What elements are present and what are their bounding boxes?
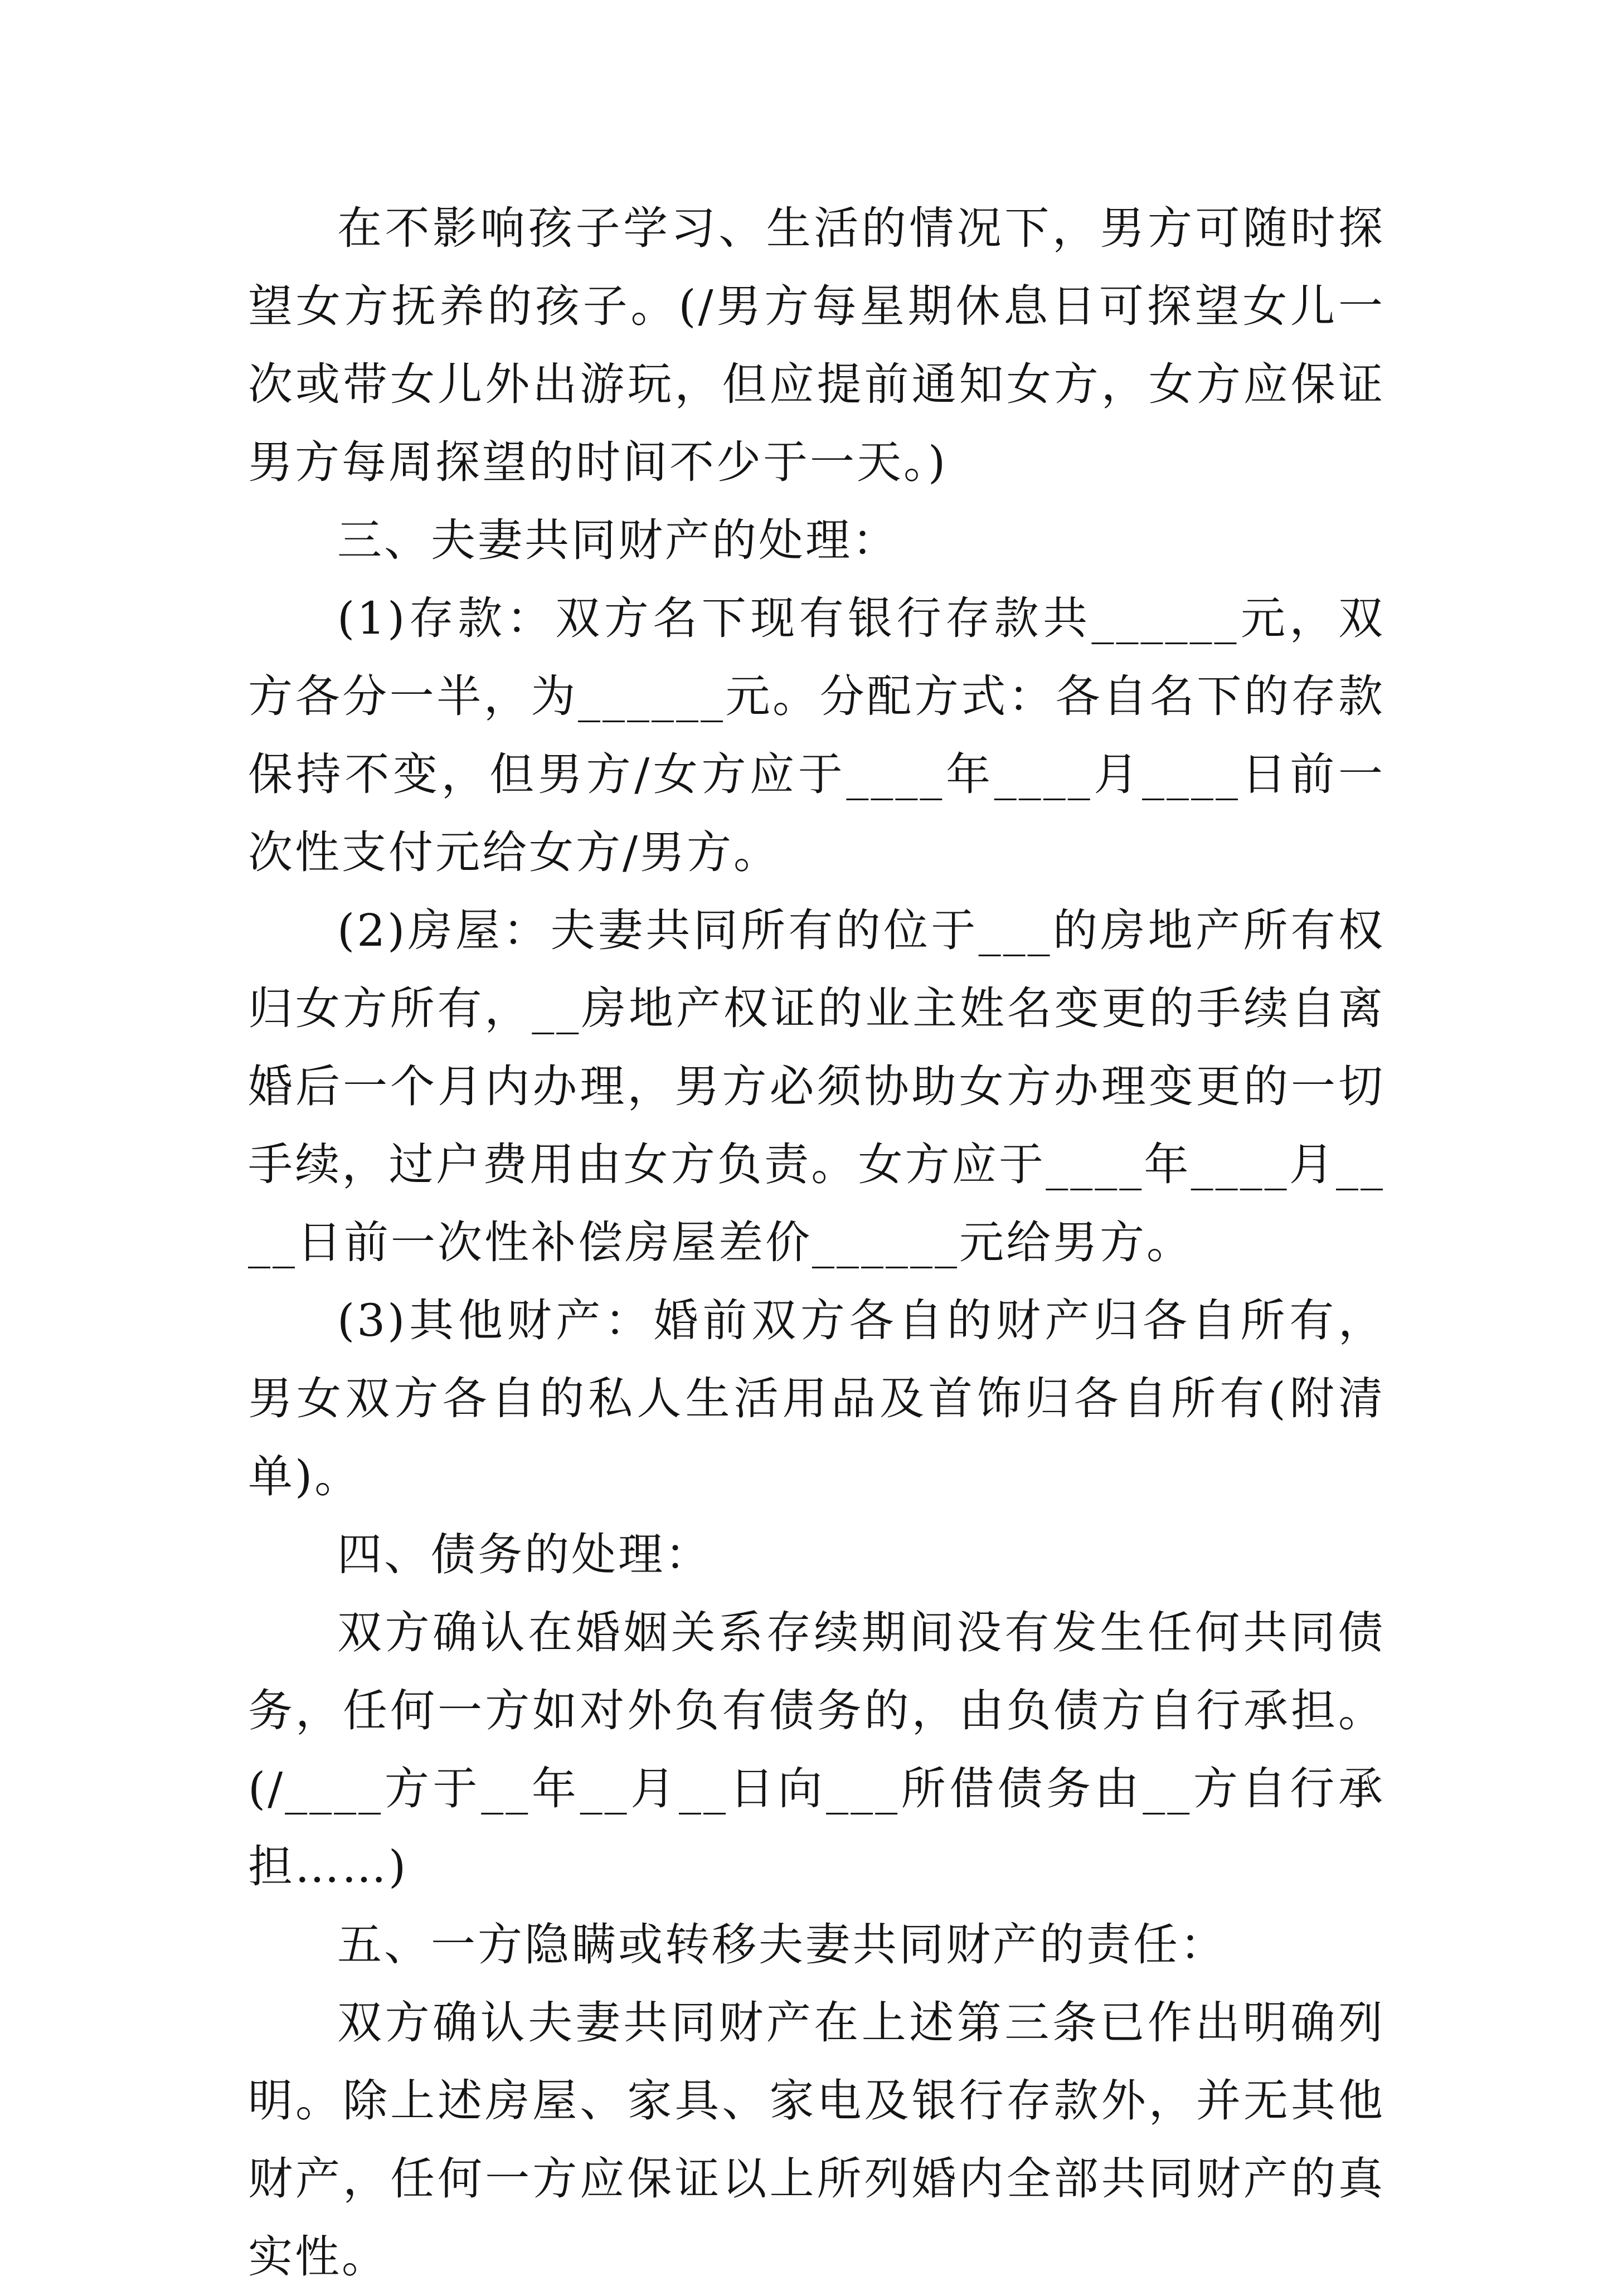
heading-concealment: 五、一方隐瞒或转移夫妻共同财产的责任： — [337, 1919, 1227, 1971]
document-body — [248, 189, 1385, 2296]
paragraph-deposits: (1)存款：双方名下现有银行存款共______元，双方各分一半，为______元。分配方式：各自名下的存款保持不变，但男方/女方应于____年____月____日前一次性支付元给女方/男方。 — [248, 592, 1385, 878]
paragraph-visitation: 在不影响孩子学习、生活的情况下，男方可随时探望女方抚养的孩子。(/男方每星期休息日可探望女儿一次或带女儿外出游玩，但应提前通知女方，女方应保证男方每周探望的时间不少于一天。) — [248, 202, 1385, 488]
heading-joint-property: 三、夫妻共同财产的处理： — [337, 514, 899, 566]
paragraph-other-property: (3)其他财产：婚前双方各自的财产归各自所有，男女双方各自的私人生活用品及首饰归各自所有(附清单)。 — [248, 1295, 1385, 1502]
paragraph-concealment: 双方确认夫妻共同财产在上述第三条已作出明确列明。除上述房屋、家具、家电及银行存款外，并无其他财产，任何一方应保证以上所列婚内全部共同财产的真实性。 — [248, 1997, 1385, 2283]
heading-debts: 四、债务的处理： — [337, 1529, 712, 1580]
paragraph-house: (2)房屋：夫妻共同所有的位于___的房地产所有权归女方所有，__房地产权证的业主姓名变更的手续自离婚后一个月内办理，男方必须协助女方办理变更的一切手续，过户费用由女方负责。女方应于____年____月____日前一次性补偿房屋差价______元给男方。 — [248, 904, 1385, 1268]
paragraph-debts: 双方确认在婚姻关系存续期间没有发生任何共同债务，任何一方如对外负有债务的，由负债方自行承担。(/____方于__年__月__日向___所借债务由__方自行承担……) — [248, 1607, 1385, 1893]
